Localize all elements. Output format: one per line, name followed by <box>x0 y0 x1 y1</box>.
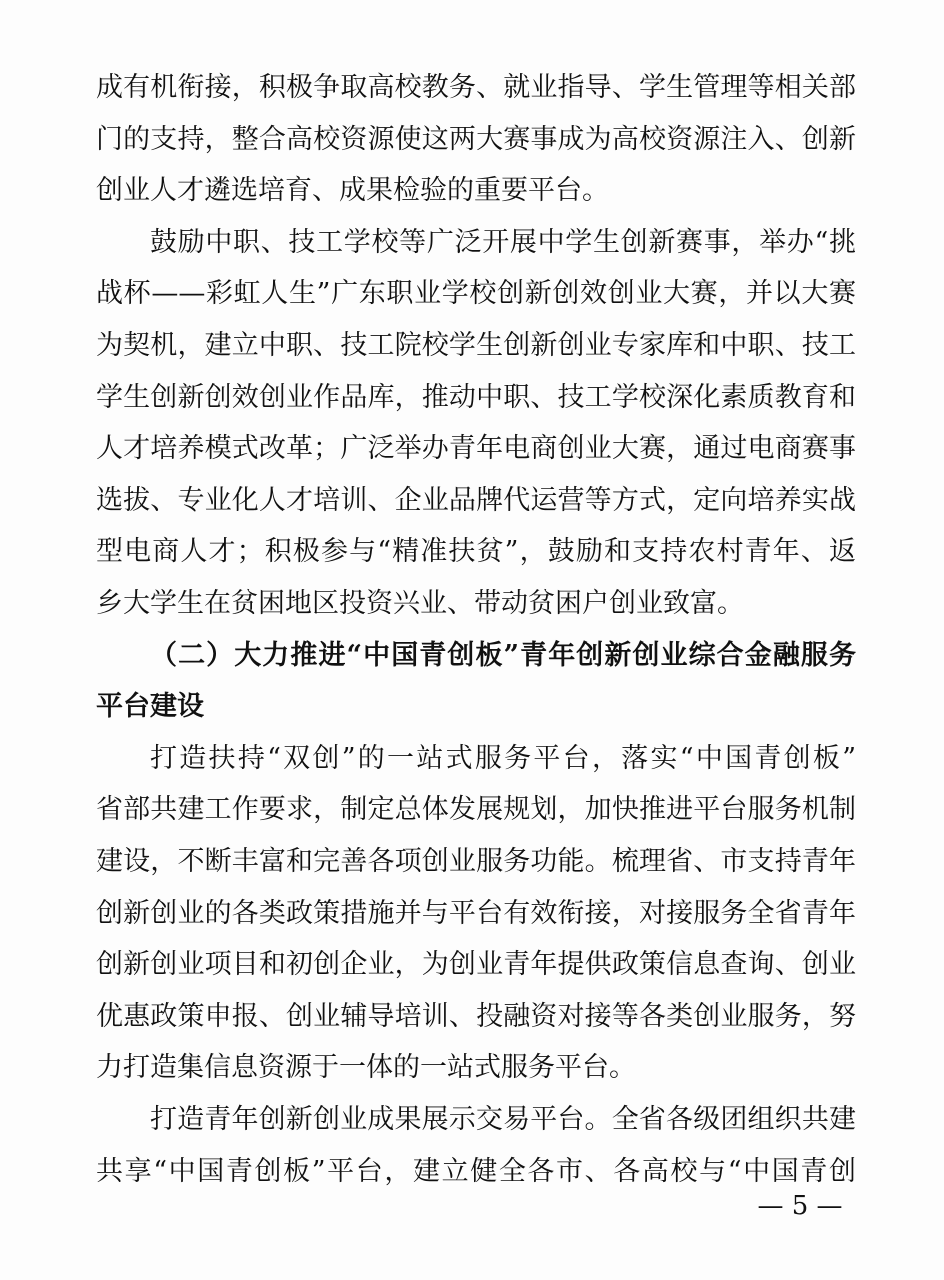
body-text-line: 型电商人才；积极参与“精准扶贫”，鼓励和支持农村青年、返 <box>96 536 856 567</box>
body-text-line: 创业人才遴选培育、成果检验的重要平台。 <box>96 175 609 206</box>
body-text-line: 门的支持，整合高校资源使这两大赛事成为高校资源注入、创新 <box>96 124 856 155</box>
body-text-line: 为契机，建立中职、技工院校学生创新创业专家库和中职、技工 <box>96 330 856 361</box>
body-text-line: 省部共建工作要求，制定总体发展规划，加快推进平台服务机制 <box>96 794 856 825</box>
body-text-line: 优惠政策申报、创业辅导培训、投融资对接等各类创业服务，努 <box>96 1001 856 1032</box>
body-text-line: 建设，不断丰富和完善各项创业服务功能。梳理省、市支持青年 <box>96 846 856 877</box>
page-number: — 5 — <box>757 1191 843 1221</box>
body-text-line: 共享“中国青创板”平台，建立健全各市、各高校与“中国青创 <box>96 1156 856 1187</box>
body-text-line: 打造扶持“双创”的一站式服务平台，落实“中国青创板” <box>150 743 856 774</box>
body-text-line: 人才培养模式改革；广泛举办青年电商创业大赛，通过电商赛事 <box>96 433 856 464</box>
body-text-line: 学生创新创效创业作品库，推动中职、技工学校深化素质教育和 <box>96 382 856 413</box>
body-text-line: 鼓励中职、技工学校等广泛开展中学生创新赛事，举办“挑 <box>150 227 856 258</box>
body-text-line: 乡大学生在贫困地区投资兴业、带动贫困户创业致富。 <box>96 588 744 619</box>
section-heading-line: （二）大力推进“中国青创板”青年创新创业综合金融服务 <box>150 640 856 671</box>
body-text-line: 创新创业的各类政策措施并与平台有效衔接，对接服务全省青年 <box>96 898 856 929</box>
body-text-line: 打造青年创新创业成果展示交易平台。全省各级团组织共建 <box>150 1104 856 1135</box>
section-heading-line: 平台建设 <box>96 691 204 722</box>
body-text-line: 成有机衔接，积极争取高校教务、就业指导、学生管理等相关部 <box>96 72 856 103</box>
body-text-line: 选拔、专业化人才培训、企业品牌代运营等方式，定向培养实战 <box>96 485 856 516</box>
body-text-line: 力打造集信息资源于一体的一站式服务平台。 <box>96 1052 636 1083</box>
body-text-line: 战杯——彩虹人生”广东职业学校创新创效创业大赛，并以大赛 <box>96 278 856 309</box>
body-text-line: 创新创业项目和初创企业，为创业青年提供政策信息查询、创业 <box>96 949 856 980</box>
